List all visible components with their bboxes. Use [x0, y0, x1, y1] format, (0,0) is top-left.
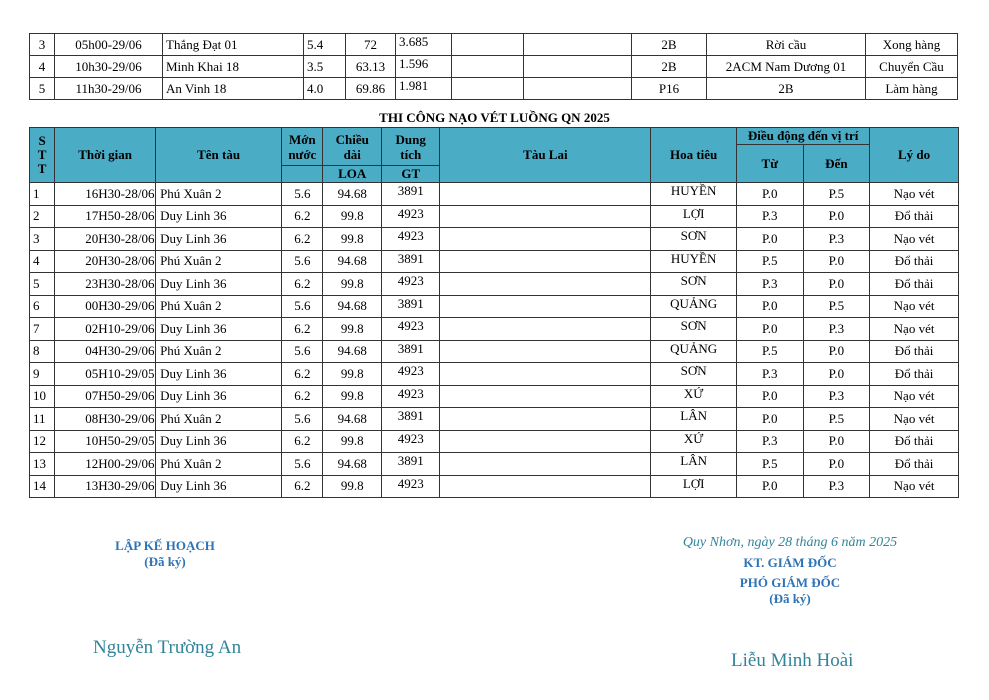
- cell-to: P.0: [803, 205, 870, 228]
- cell-tug: [440, 318, 651, 341]
- cell-ship: An Vinh 18: [163, 78, 304, 100]
- planner-signed-note: (Đã ký): [144, 554, 186, 569]
- cell-draft: 4.0: [304, 78, 346, 100]
- header-time: Thời gian: [55, 128, 156, 183]
- cell-from: P.0: [737, 318, 804, 341]
- cell-reason: Nạo vét: [870, 385, 959, 408]
- cell-from: P.0: [737, 228, 804, 251]
- cell-col7: [452, 34, 524, 56]
- cell-time: 10H50-29/05: [55, 430, 156, 453]
- cell-time: 05h00-29/06: [55, 34, 163, 56]
- cell-to: P.5: [803, 295, 870, 318]
- cell-reason: Đổ thải: [870, 363, 959, 386]
- cell-pilot: XỨ: [651, 430, 737, 453]
- cell-from: P.0: [737, 475, 804, 498]
- cell-to: P.3: [803, 385, 870, 408]
- cell-reason: Đổ thải: [870, 205, 959, 228]
- cell-draft: 5.4: [304, 34, 346, 56]
- header-stt: S T T: [30, 128, 55, 183]
- cell-no: 4: [30, 250, 55, 273]
- cell-loa: 94.68: [323, 295, 382, 318]
- cell-col9: 2B: [632, 34, 707, 56]
- table-header: [30, 128, 959, 183]
- cell-draft: 6.2: [282, 228, 323, 251]
- director-signed-note: (Đã ký): [769, 591, 811, 606]
- cell-reason: Nạo vét: [870, 408, 959, 431]
- table-row: [30, 250, 959, 273]
- place-date: Quy Nhơn, ngày 28 tháng 6 năm 2025: [682, 535, 898, 550]
- cell-loa: 99.8: [323, 318, 382, 341]
- cell-pilot: HUYỀN: [651, 183, 737, 206]
- cell-ship: Duy Linh 36: [156, 430, 282, 453]
- cell-pilot: QUẢNG: [651, 340, 737, 363]
- cell-time: 23H30-28/06: [55, 273, 156, 296]
- cell-from: P.3: [737, 430, 804, 453]
- left-signature-block: [90, 538, 240, 570]
- cell-pilot: LÂN: [651, 408, 737, 431]
- cell-ship: Phú Xuân 2: [156, 408, 282, 431]
- cell-tug: [440, 295, 651, 318]
- cell-tug: [440, 228, 651, 251]
- cell-no: 14: [30, 475, 55, 498]
- cell-col11: Chuyển Cầu: [866, 56, 958, 78]
- section-title: THI CÔNG NẠO VÉT LUỒNG QN 2025: [379, 110, 610, 125]
- cell-gt: 3891: [381, 295, 440, 318]
- cell-tug: [440, 273, 651, 296]
- cell-reason: Đổ thải: [870, 250, 959, 273]
- cell-draft: 3.5: [304, 56, 346, 78]
- cell-no: 6: [30, 295, 55, 318]
- cell-to: P.3: [803, 318, 870, 341]
- header-loa: LOA: [323, 166, 382, 183]
- director-name: Liễu Minh Hoài: [731, 650, 854, 671]
- cell-time: 05H10-29/05: [55, 363, 156, 386]
- table-row: [30, 295, 959, 318]
- cell-from: P.3: [737, 273, 804, 296]
- cell-from: P.5: [737, 453, 804, 476]
- cell-draft: 6.2: [282, 363, 323, 386]
- header-tug: Tàu Lai: [440, 128, 651, 183]
- cell-to: P.0: [803, 340, 870, 363]
- cell-ship: Thắng Đạt 01: [163, 34, 304, 56]
- cell-reason: Đổ thải: [870, 340, 959, 363]
- cell-from: P.0: [737, 295, 804, 318]
- cell-col7: [452, 78, 524, 100]
- cell-loa: 69.86: [346, 78, 396, 100]
- cell-pilot: SƠN: [651, 273, 737, 296]
- cell-gt: 3891: [381, 250, 440, 273]
- cell-time: 00H30-29/06: [55, 295, 156, 318]
- cell-tug: [440, 340, 651, 363]
- cell-col11: Xong hàng: [866, 34, 958, 56]
- cell-loa: 94.68: [323, 250, 382, 273]
- cell-from: P.0: [737, 385, 804, 408]
- cell-no: 8: [30, 340, 55, 363]
- cell-no: 7: [30, 318, 55, 341]
- header-draft: Mớn nước: [282, 128, 323, 166]
- previous-schedule-table: [29, 33, 958, 100]
- cell-to: P.5: [803, 408, 870, 431]
- cell-to: P.3: [803, 475, 870, 498]
- cell-draft: 6.2: [282, 205, 323, 228]
- cell-gt: 3891: [381, 183, 440, 206]
- cell-loa: 94.68: [323, 183, 382, 206]
- cell-tug: [440, 363, 651, 386]
- cell-no: 3: [30, 228, 55, 251]
- cell-loa: 99.8: [323, 385, 382, 408]
- cell-no: 5: [30, 273, 55, 296]
- cell-time: 20H30-28/06: [55, 250, 156, 273]
- cell-pilot: SƠN: [651, 363, 737, 386]
- cell-ship: Duy Linh 36: [156, 475, 282, 498]
- cell-col7: [452, 56, 524, 78]
- cell-from: P.5: [737, 340, 804, 363]
- cell-reason: Nạo vét: [870, 475, 959, 498]
- cell-draft: 6.2: [282, 430, 323, 453]
- cell-no: 5: [30, 78, 55, 100]
- cell-reason: Đổ thải: [870, 430, 959, 453]
- cell-gt: 3891: [381, 408, 440, 431]
- table-row: [30, 430, 959, 453]
- cell-gt: 1.596: [396, 56, 452, 78]
- header-to: Đến: [803, 145, 870, 183]
- planner-title: LẬP KẾ HOẠCH: [115, 538, 215, 553]
- dredging-schedule-table: [29, 127, 959, 498]
- cell-to: P.0: [803, 273, 870, 296]
- cell-col9: 2B: [632, 56, 707, 78]
- cell-col8: [524, 56, 632, 78]
- cell-gt: 4923: [381, 228, 440, 251]
- cell-tug: [440, 453, 651, 476]
- header-capacity: Dung tích: [381, 128, 440, 166]
- cell-ship: Phú Xuân 2: [156, 340, 282, 363]
- cell-time: 10h30-29/06: [55, 56, 163, 78]
- cell-tug: [440, 475, 651, 498]
- cell-loa: 72: [346, 34, 396, 56]
- table-row: [30, 408, 959, 431]
- cell-pilot: XỨ: [651, 385, 737, 408]
- cell-gt: 1.981: [396, 78, 452, 100]
- table-row: [30, 475, 959, 498]
- cell-reason: Nạo vét: [870, 318, 959, 341]
- cell-no: 1: [30, 183, 55, 206]
- cell-draft: 5.6: [282, 295, 323, 318]
- cell-draft: 6.2: [282, 385, 323, 408]
- cell-loa: 94.68: [323, 408, 382, 431]
- cell-time: 17H50-28/06: [55, 205, 156, 228]
- table-row: [30, 363, 959, 386]
- cell-loa: 99.8: [323, 475, 382, 498]
- header-length: Chiều dài: [323, 128, 382, 166]
- cell-draft: 6.2: [282, 273, 323, 296]
- cell-col8: [524, 78, 632, 100]
- cell-tug: [440, 205, 651, 228]
- cell-col8: [524, 34, 632, 56]
- planner-name: Nguyễn Trường An: [93, 637, 242, 658]
- previous-schedule-body: [30, 34, 958, 100]
- table-row: [30, 273, 959, 296]
- header-draft-empty: [282, 166, 323, 183]
- cell-col10: 2B: [707, 78, 866, 100]
- cell-loa: 99.8: [323, 205, 382, 228]
- cell-to: P.3: [803, 228, 870, 251]
- director-title: KT. GIÁM ĐỐC: [743, 555, 837, 570]
- cell-draft: 6.2: [282, 475, 323, 498]
- cell-pilot: LỢI: [651, 205, 737, 228]
- header-pilot: Hoa tiêu: [651, 128, 737, 183]
- cell-time: 16H30-28/06: [55, 183, 156, 206]
- table-row: [30, 340, 959, 363]
- cell-ship: Phú Xuân 2: [156, 250, 282, 273]
- cell-time: 02H10-29/06: [55, 318, 156, 341]
- cell-no: 2: [30, 205, 55, 228]
- cell-gt: 3891: [381, 453, 440, 476]
- cell-gt: 4923: [381, 318, 440, 341]
- cell-loa: 63.13: [346, 56, 396, 78]
- cell-ship: Minh Khai 18: [163, 56, 304, 78]
- cell-time: 11h30-29/06: [55, 78, 163, 100]
- right-signature-block: [660, 535, 920, 607]
- cell-gt: 4923: [381, 363, 440, 386]
- header-gt: GT: [381, 166, 440, 183]
- cell-gt: 4923: [381, 205, 440, 228]
- cell-tug: [440, 183, 651, 206]
- cell-to: P.0: [803, 453, 870, 476]
- cell-loa: 99.8: [323, 363, 382, 386]
- cell-pilot: LÂN: [651, 453, 737, 476]
- header-reason: Lý do: [870, 128, 959, 183]
- cell-gt: 4923: [381, 385, 440, 408]
- cell-tug: [440, 250, 651, 273]
- table-row: [30, 205, 959, 228]
- cell-to: P.0: [803, 363, 870, 386]
- cell-pilot: SƠN: [651, 318, 737, 341]
- cell-no: 3: [30, 34, 55, 56]
- cell-draft: 5.6: [282, 340, 323, 363]
- cell-tug: [440, 430, 651, 453]
- cell-time: 12H00-29/06: [55, 453, 156, 476]
- cell-from: P.3: [737, 363, 804, 386]
- cell-time: 07H50-29/06: [55, 385, 156, 408]
- cell-from: P.0: [737, 408, 804, 431]
- cell-time: 08H30-29/06: [55, 408, 156, 431]
- header-ship: Tên tàu: [156, 128, 282, 183]
- table-row: [30, 34, 958, 56]
- cell-draft: 5.6: [282, 453, 323, 476]
- table-row: [30, 385, 959, 408]
- table-row: [30, 183, 959, 206]
- cell-gt: 4923: [381, 475, 440, 498]
- cell-no: 9: [30, 363, 55, 386]
- cell-loa: 99.8: [323, 430, 382, 453]
- cell-ship: Phú Xuân 2: [156, 453, 282, 476]
- cell-time: 04H30-29/06: [55, 340, 156, 363]
- cell-loa: 99.8: [323, 273, 382, 296]
- table-row: [30, 453, 959, 476]
- cell-to: P.5: [803, 183, 870, 206]
- header-from: Từ: [737, 145, 804, 183]
- table-row: [30, 78, 958, 100]
- deputy-director-title: PHÓ GIÁM ĐỐC: [739, 575, 841, 590]
- cell-col10: 2ACM Nam Dương 01: [707, 56, 866, 78]
- cell-gt: 3.685: [396, 34, 452, 56]
- cell-pilot: HUYỀN: [651, 250, 737, 273]
- cell-draft: 5.6: [282, 408, 323, 431]
- cell-draft: 5.6: [282, 183, 323, 206]
- cell-time: 13H30-29/06: [55, 475, 156, 498]
- cell-gt: 4923: [381, 430, 440, 453]
- cell-ship: Duy Linh 36: [156, 205, 282, 228]
- cell-ship: Duy Linh 36: [156, 385, 282, 408]
- cell-tug: [440, 408, 651, 431]
- cell-col9: P16: [632, 78, 707, 100]
- table-row: [30, 228, 959, 251]
- cell-ship: Phú Xuân 2: [156, 295, 282, 318]
- cell-ship: Duy Linh 36: [156, 273, 282, 296]
- cell-ship: Phú Xuân 2: [156, 183, 282, 206]
- cell-ship: Duy Linh 36: [156, 363, 282, 386]
- cell-pilot: SƠN: [651, 228, 737, 251]
- cell-to: P.0: [803, 250, 870, 273]
- cell-reason: Đổ thải: [870, 273, 959, 296]
- cell-from: P.5: [737, 250, 804, 273]
- dredging-schedule-body: [30, 183, 959, 498]
- cell-loa: 94.68: [323, 453, 382, 476]
- cell-tug: [440, 385, 651, 408]
- cell-reason: Nạo vét: [870, 228, 959, 251]
- cell-no: 13: [30, 453, 55, 476]
- cell-draft: 5.6: [282, 250, 323, 273]
- cell-ship: Duy Linh 36: [156, 318, 282, 341]
- cell-time: 20H30-28/06: [55, 228, 156, 251]
- cell-from: P.0: [737, 183, 804, 206]
- cell-no: 12: [30, 430, 55, 453]
- table-row: [30, 318, 959, 341]
- cell-no: 4: [30, 56, 55, 78]
- cell-reason: Đổ thải: [870, 453, 959, 476]
- cell-col11: Làm hàng: [866, 78, 958, 100]
- cell-gt: 4923: [381, 273, 440, 296]
- cell-col10: Rời cầu: [707, 34, 866, 56]
- cell-gt: 3891: [381, 340, 440, 363]
- cell-no: 10: [30, 385, 55, 408]
- cell-loa: 99.8: [323, 228, 382, 251]
- cell-no: 11: [30, 408, 55, 431]
- cell-to: P.0: [803, 430, 870, 453]
- cell-draft: 6.2: [282, 318, 323, 341]
- table-row: [30, 56, 958, 78]
- cell-loa: 94.68: [323, 340, 382, 363]
- cell-ship: Duy Linh 36: [156, 228, 282, 251]
- cell-pilot: LỢI: [651, 475, 737, 498]
- cell-reason: Nạo vét: [870, 183, 959, 206]
- cell-reason: Nạo vét: [870, 295, 959, 318]
- cell-from: P.3: [737, 205, 804, 228]
- header-move: Điều động đến vị trí: [737, 128, 870, 145]
- cell-pilot: QUẢNG: [651, 295, 737, 318]
